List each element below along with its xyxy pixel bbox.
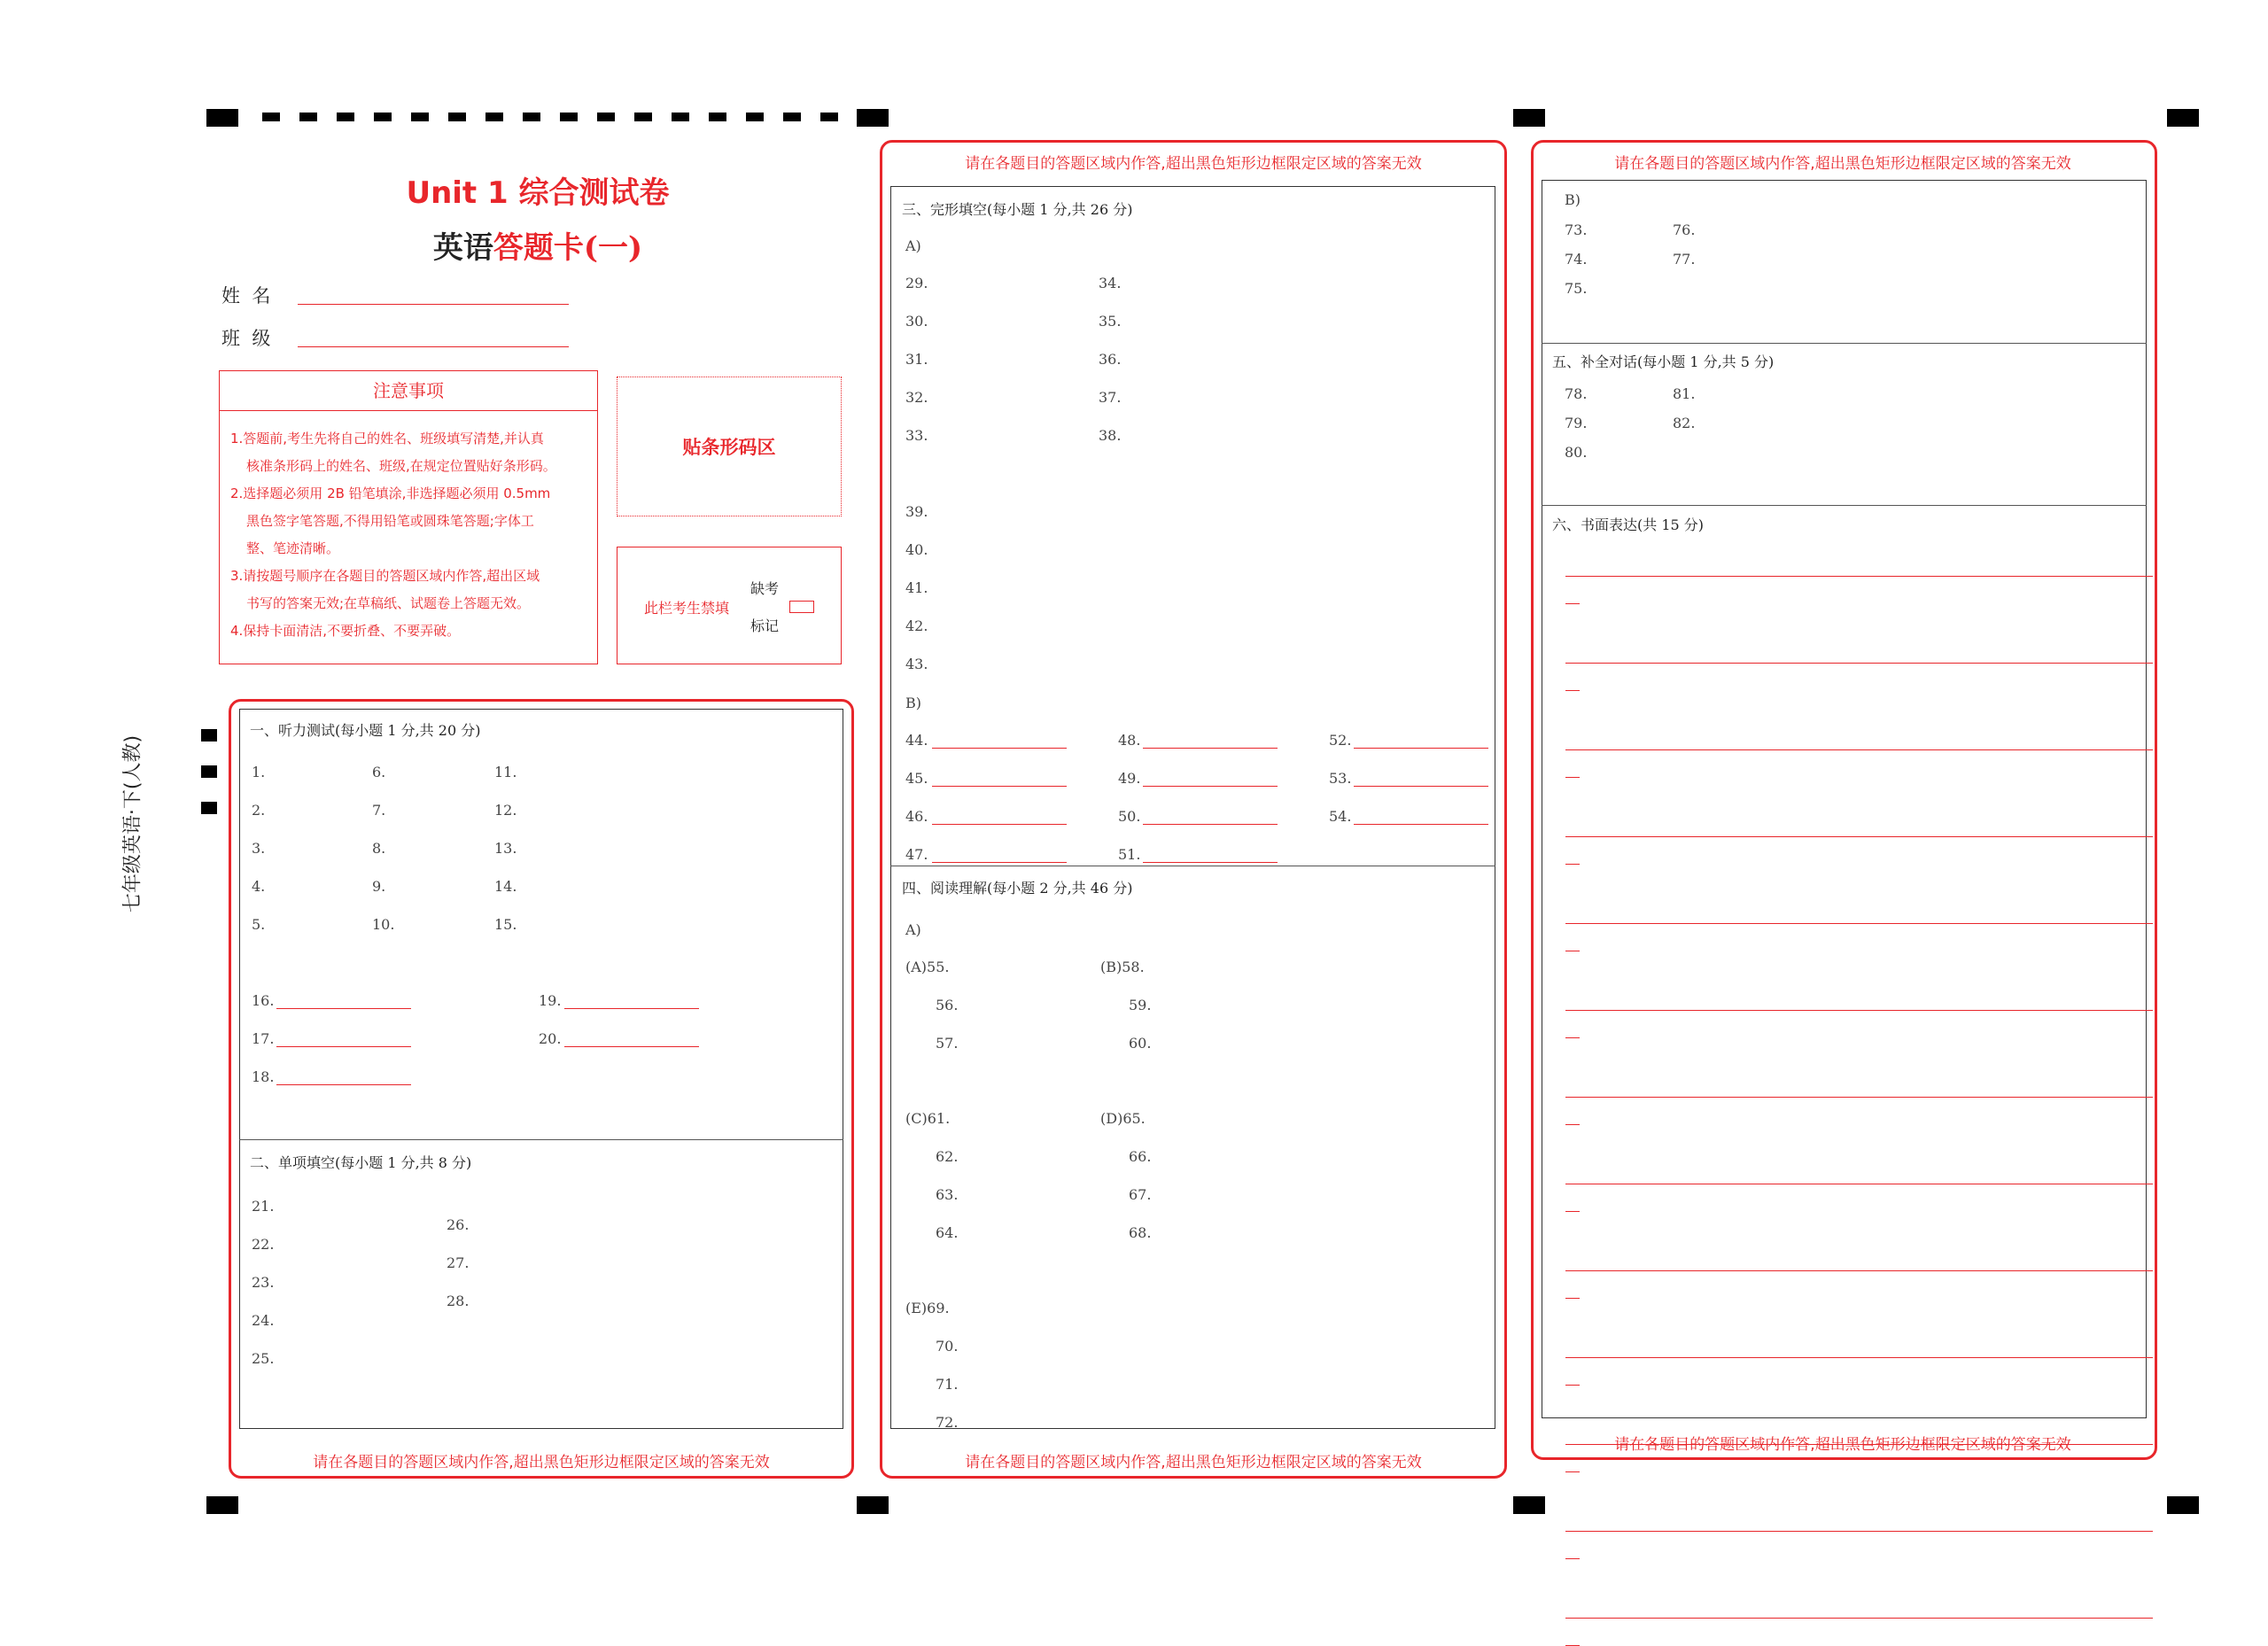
registration-mark <box>2167 1496 2199 1514</box>
barcode-area <box>617 377 842 516</box>
answer-blank[interactable] <box>1354 824 1488 825</box>
notice-item: 4.保持卡面清洁,不要折叠、不要弄破。 <box>230 623 461 639</box>
question-number: 10. <box>372 916 395 933</box>
warning-text: 请在各题目的答题区域内作答,超出黑色矩形边框限定区域的答案无效 <box>1614 155 2071 173</box>
timing-dash <box>485 113 503 121</box>
question-number: 57. <box>936 1035 959 1052</box>
question-number: 32. <box>905 389 928 406</box>
answer-blank[interactable] <box>564 1046 699 1047</box>
name-field[interactable] <box>298 304 569 305</box>
class-label: 班 级 <box>221 328 271 349</box>
answer-blank[interactable] <box>276 1046 411 1047</box>
question-number: 40. <box>905 541 928 558</box>
writing-line[interactable] <box>1565 749 2153 750</box>
question-number: 47. <box>905 846 928 863</box>
answer-blank[interactable] <box>276 1008 411 1009</box>
question-number: 77. <box>1673 251 1696 268</box>
writing-line-start <box>1565 1298 1580 1299</box>
question-number: 3. <box>252 840 266 857</box>
question-number: 21. <box>252 1198 275 1215</box>
answer-blank[interactable] <box>932 862 1067 863</box>
spine-text: 七年级英语·下(人教) <box>121 734 144 913</box>
question-number: 80. <box>1565 444 1588 461</box>
writing-line-start <box>1565 1124 1580 1125</box>
answer-blank[interactable] <box>1143 786 1278 787</box>
answer-blank[interactable] <box>564 1008 699 1009</box>
question-number: 19. <box>539 992 562 1009</box>
question-number: 1. <box>252 764 266 780</box>
timing-dash <box>820 113 838 121</box>
writing-line-start <box>1565 603 1580 604</box>
section-box-2 <box>890 186 1495 1429</box>
section-box-1 <box>239 709 843 1429</box>
writing-line-start <box>1565 1471 1580 1472</box>
name-label: 姓 名 <box>221 285 271 307</box>
warning-text: 请在各题目的答题区域内作答,超出黑色矩形边框限定区域的答案无效 <box>965 1454 1422 1471</box>
question-number: 50. <box>1118 808 1141 825</box>
timing-mark <box>201 729 217 741</box>
question-number: 28. <box>447 1293 470 1309</box>
question-number: 6. <box>372 764 386 780</box>
writing-line[interactable] <box>1565 923 2153 924</box>
question-number: 43. <box>905 656 928 672</box>
part-label: B) <box>905 695 921 711</box>
class-field[interactable] <box>298 346 569 347</box>
question-number: 49. <box>1118 770 1141 787</box>
writing-line[interactable] <box>1565 1531 2153 1532</box>
registration-mark <box>1513 109 1545 127</box>
question-number: 8. <box>372 840 386 857</box>
part-label: A) <box>905 921 921 938</box>
writing-line[interactable] <box>1565 576 2153 577</box>
timing-dash <box>672 113 689 121</box>
question-number: 24. <box>252 1312 275 1329</box>
question-number: 4. <box>252 878 266 895</box>
registration-mark <box>857 109 889 127</box>
section-title: 二、单项填空(每小题 1 分,共 8 分) <box>250 1154 472 1171</box>
question-number: 39. <box>905 503 928 520</box>
section-title: 六、书面表达(共 15 分) <box>1552 516 1705 533</box>
question-number: 13. <box>494 840 517 857</box>
answer-blank[interactable] <box>1354 786 1488 787</box>
question-number: 38. <box>1099 427 1122 444</box>
answer-blank[interactable] <box>1143 862 1278 863</box>
part-label: A) <box>905 237 921 254</box>
answer-blank[interactable] <box>932 824 1067 825</box>
page-title: Unit 1 综合测试卷 <box>406 175 670 211</box>
question-number: 76. <box>1673 221 1696 238</box>
timing-dash <box>783 113 801 121</box>
writing-line-start <box>1565 1211 1580 1212</box>
timing-mark <box>201 802 217 814</box>
registration-mark <box>206 109 238 127</box>
timing-dash <box>374 113 392 121</box>
question-number: 82. <box>1673 415 1696 431</box>
writing-line-start <box>1565 777 1580 778</box>
question-number: 42. <box>905 617 928 634</box>
question-number: 35. <box>1099 313 1122 330</box>
barcode-label: 贴条形码区 <box>682 437 776 458</box>
question-number: 12. <box>494 802 517 819</box>
notice-item: 1.答题前,考生先将自己的姓名、班级填写清楚,并认真 <box>230 431 544 446</box>
notice-list <box>220 411 597 645</box>
question-number: 74. <box>1565 251 1588 268</box>
question-number: 15. <box>494 916 517 933</box>
question-number: 62. <box>936 1148 959 1165</box>
question-number: 14. <box>494 878 517 895</box>
timing-dash <box>448 113 466 121</box>
question-number: 56. <box>936 997 959 1013</box>
question-number: 22. <box>252 1236 275 1253</box>
question-number: 53. <box>1329 770 1352 787</box>
question-number: 70. <box>936 1338 959 1355</box>
absent-label-top: 缺考 <box>750 580 780 597</box>
question-number: 41. <box>905 579 928 596</box>
absent-mark-box <box>617 547 842 664</box>
question-number: 11. <box>494 764 517 780</box>
question-number: 2. <box>252 802 266 819</box>
question-number: (C)61. <box>905 1110 951 1127</box>
question-number: 34. <box>1099 275 1122 291</box>
part-label: B) <box>1565 191 1581 208</box>
absent-note: 此栏考生禁填 <box>644 600 730 617</box>
absent-label-bottom: 标记 <box>750 617 780 634</box>
question-number: 51. <box>1118 846 1141 863</box>
section-title: 四、阅读理解(每小题 2 分,共 46 分) <box>902 880 1133 897</box>
writing-line[interactable] <box>1565 1270 2153 1271</box>
notice-item: 2.选择题必须用 2B 铅笔填涂,非选择题必须用 0.5mm <box>230 485 551 501</box>
warning-text: 请在各题目的答题区域内作答,超出黑色矩形边框限定区域的答案无效 <box>313 1454 770 1471</box>
timing-dash <box>299 113 317 121</box>
question-number: 63. <box>936 1186 959 1203</box>
question-number: 79. <box>1565 415 1588 431</box>
notice-item: 整、笔迹清晰。 <box>246 540 340 556</box>
question-number: 81. <box>1673 385 1696 402</box>
section-title: 一、听力测试(每小题 1 分,共 20 分) <box>250 722 481 739</box>
question-number: 25. <box>252 1350 275 1367</box>
timing-dash <box>262 113 280 121</box>
registration-mark <box>2167 109 2199 127</box>
question-number: 45. <box>905 770 928 787</box>
question-number: 71. <box>936 1376 959 1393</box>
question-number: 31. <box>905 351 928 368</box>
timing-dash <box>523 113 540 121</box>
question-number: 48. <box>1118 732 1141 749</box>
question-number: 36. <box>1099 351 1122 368</box>
warning-text: 请在各题目的答题区域内作答,超出黑色矩形边框限定区域的答案无效 <box>965 155 1422 173</box>
question-number: 18. <box>252 1068 275 1085</box>
writing-line-start <box>1565 690 1580 691</box>
question-number: 5. <box>252 916 266 933</box>
question-number: (A)55. <box>905 959 950 975</box>
notice-item: 核准条形码上的姓名、班级,在规定位置贴好条形码。 <box>246 458 556 474</box>
question-number: (D)65. <box>1100 1110 1146 1127</box>
question-number: 60. <box>1129 1035 1152 1052</box>
answer-blank[interactable] <box>276 1084 411 1085</box>
timing-dash <box>411 113 429 121</box>
question-number: 23. <box>252 1274 275 1291</box>
answer-blank[interactable] <box>932 748 1067 749</box>
question-number: 9. <box>372 878 386 895</box>
notice-item: 3.请按题号顺序在各题目的答题区域内作答,超出区域 <box>230 568 540 584</box>
writing-line[interactable] <box>1565 663 2153 664</box>
writing-line-start <box>1565 864 1580 865</box>
question-number: 68. <box>1129 1224 1152 1241</box>
question-number: 26. <box>447 1216 470 1233</box>
question-number: 29. <box>905 275 928 291</box>
question-number: 66. <box>1129 1148 1152 1165</box>
question-number: 52. <box>1329 732 1352 749</box>
warning-text: 请在各题目的答题区域内作答,超出黑色矩形边框限定区域的答案无效 <box>1614 1436 2071 1454</box>
answer-blank[interactable] <box>1143 824 1278 825</box>
section-title: 五、补全对话(每小题 1 分,共 5 分) <box>1552 353 1775 370</box>
question-number: (B)58. <box>1100 959 1145 975</box>
timing-dash <box>709 113 726 121</box>
question-number: 7. <box>372 802 386 819</box>
timing-dash <box>560 113 578 121</box>
question-number: 75. <box>1565 280 1588 297</box>
question-number: 54. <box>1329 808 1352 825</box>
timing-dash <box>337 113 354 121</box>
section-title: 三、完形填空(每小题 1 分,共 26 分) <box>902 201 1133 218</box>
question-number: 33. <box>905 427 928 444</box>
registration-mark <box>1513 1496 1545 1514</box>
question-number: 64. <box>936 1224 959 1241</box>
timing-dash <box>634 113 652 121</box>
question-number: 73. <box>1565 221 1588 238</box>
question-number: 78. <box>1565 385 1588 402</box>
question-number: 16. <box>252 992 275 1009</box>
writing-line[interactable] <box>1565 1010 2153 1011</box>
writing-line-start <box>1565 1037 1580 1038</box>
absent-checkbox[interactable] <box>789 601 814 613</box>
writing-line-start <box>1565 1385 1580 1386</box>
notice-item: 黑色签字笔答题,不得用铅笔或圆珠笔答题;字体工 <box>246 513 534 529</box>
page-subtitle <box>433 223 642 267</box>
registration-mark <box>206 1496 238 1514</box>
timing-mark <box>201 765 217 778</box>
writing-line-start <box>1565 1558 1580 1559</box>
question-number: 17. <box>252 1030 275 1047</box>
answer-blank[interactable] <box>932 786 1067 787</box>
question-number: 46. <box>905 808 928 825</box>
question-number: 67. <box>1129 1186 1152 1203</box>
question-number: 20. <box>539 1030 562 1047</box>
question-number: 59. <box>1129 997 1152 1013</box>
question-number: 72. <box>936 1414 959 1431</box>
answer-blank[interactable] <box>1354 748 1488 749</box>
writing-line[interactable] <box>1565 1357 2153 1358</box>
question-number: (E)69. <box>905 1300 950 1316</box>
question-number: 30. <box>905 313 928 330</box>
writing-line[interactable] <box>1565 1097 2153 1098</box>
notice-box <box>219 370 598 664</box>
writing-line[interactable] <box>1565 836 2153 837</box>
writing-line[interactable] <box>1565 1618 2153 1619</box>
subtitle-card: 答题卡(一) <box>493 230 643 266</box>
question-number: 27. <box>447 1254 470 1271</box>
answer-blank[interactable] <box>1143 748 1278 749</box>
notice-item: 书写的答案无效;在草稿纸、试题卷上答题无效。 <box>246 595 531 611</box>
timing-dash <box>597 113 615 121</box>
notice-title: 注意事项 <box>220 371 597 411</box>
question-number: 44. <box>905 732 928 749</box>
registration-mark <box>857 1496 889 1514</box>
question-number: 37. <box>1099 389 1122 406</box>
subtitle-subject: 英语 <box>432 230 493 266</box>
timing-dash <box>746 113 764 121</box>
